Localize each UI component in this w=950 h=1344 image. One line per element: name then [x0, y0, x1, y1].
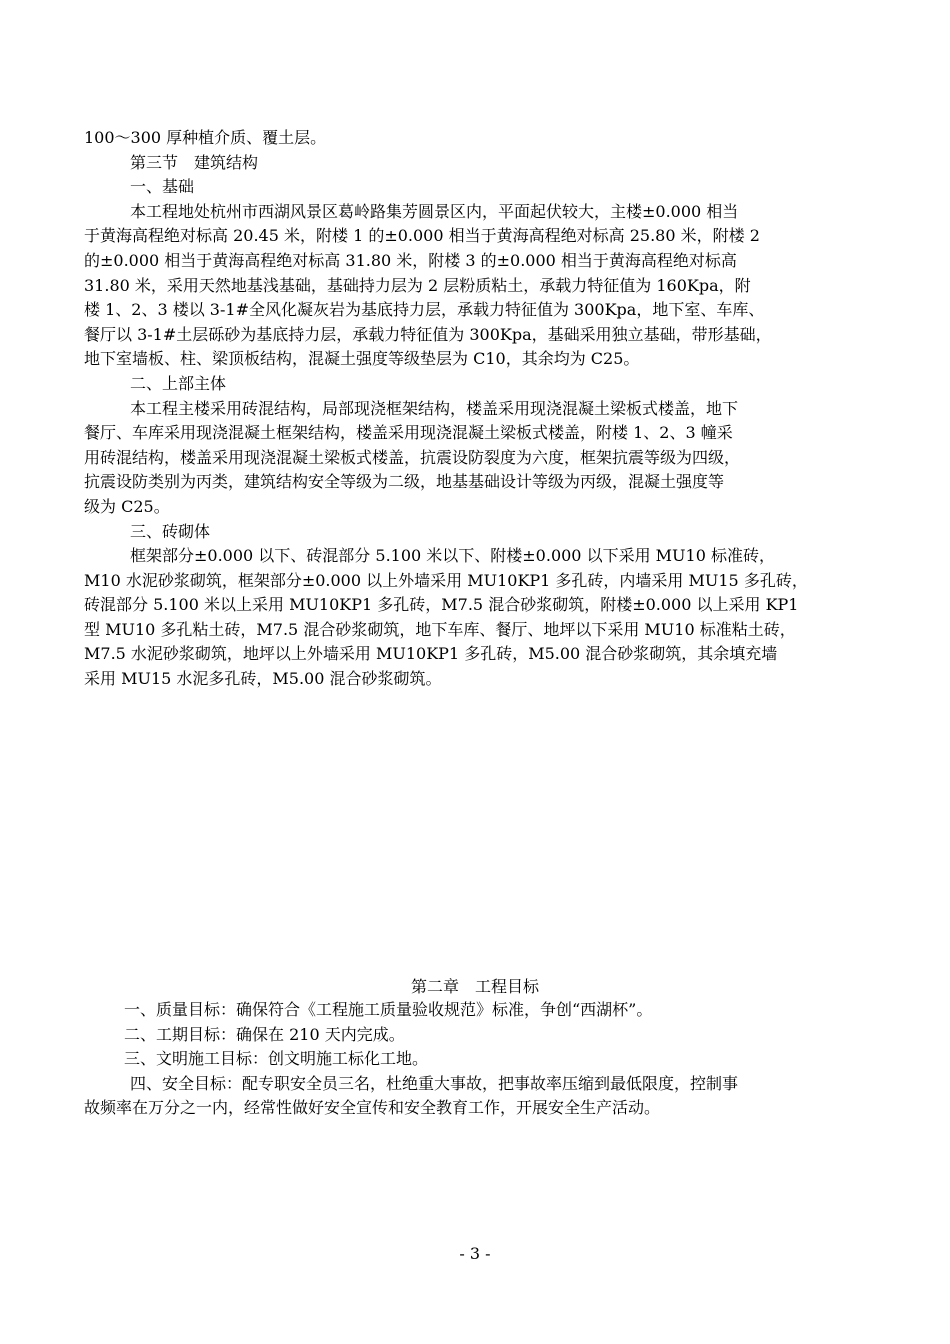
- subsection-heading-masonry: 三、砖砌体: [130, 521, 211, 541]
- paragraph-line: 餐厅、车库采用现浇混凝土框架结构，楼盖采用现浇混凝土梁板式楼盖，附楼 1、2、3 幢采: [84, 423, 733, 443]
- paragraph-line: 砖混部分 5.100 米以上采用 MU10KP1 多孔砖，M7.5 混合砂浆砌筑，附楼±0.000 以上采用 KP1: [84, 595, 799, 615]
- paragraph-line: M7.5 水泥砂浆砌筑，地坪以上外墙采用 MU10KP1 多孔砖，M5.00 混合砂浆砌筑，其余填充墙: [84, 644, 778, 664]
- page-number: - 3 -: [459, 1244, 491, 1263]
- paragraph-line: 地下室墙板、柱、梁顶板结构，混凝土强度等级垫层为 C10，其余均为 C25。: [84, 349, 640, 369]
- subsection-heading-superstructure: 二、上部主体: [130, 373, 227, 393]
- paragraph-line: 餐厅以 3-1#土层砾砂为基底持力层，承载力特征值为 300Kpa，基础采用独立基础，带形基础，: [84, 324, 772, 344]
- subsection-heading-foundation: 一、基础: [130, 177, 195, 197]
- paragraph-line: 框架部分±0.000 以下、砖混部分 5.100 米以下、附楼±0.000 以下采用 MU10 标准砖，: [130, 546, 775, 566]
- goal-safety: 四、安全目标：配专职安全员三名，杜绝重大事故，把事故率压缩到最低限度，控制事: [130, 1073, 739, 1093]
- paragraph-line: 100～300 厚种植介质、覆土层。: [84, 128, 327, 147]
- paragraph-line: 本工程地处杭州市西湖风景区葛岭路集芳圆景区内，平面起伏较大，主楼±0.000 相当: [130, 201, 739, 221]
- paragraph-line: 31.80 米，采用天然地基浅基础，基础持力层为 2 层粉质粘土，承载力特征值为 160Kpa，附: [84, 275, 751, 295]
- paragraph-line: 用砖混结构，楼盖采用现浇混凝土梁板式楼盖，抗震设防裂度为六度，框架抗震等级为四级，: [84, 447, 741, 467]
- paragraph-line: M10 水泥砂浆砌筑，框架部分±0.000 以上外墙采用 MU10KP1 多孔砖，内墙采用 MU15 多孔砖，: [84, 570, 808, 590]
- paragraph-line: 的±0.000 相当于黄海高程绝对标高 31.80 米，附楼 3 的±0.000 相当于黄海高程绝对标高: [84, 250, 737, 270]
- paragraph-line: 抗震设防类别为丙类，建筑结构安全等级为二级，地基基础设计等级为丙级，混凝土强度等: [84, 472, 725, 492]
- goal-schedule: 二、工期目标：确保在 210 天内完成。: [124, 1024, 405, 1044]
- goal-civilized-construction: 三、文明施工目标：创文明施工标化工地。: [124, 1049, 429, 1069]
- paragraph-line: 本工程主楼采用砖混结构，局部现浇框架结构，楼盖采用现浇混凝土梁板式楼盖，地下: [130, 398, 739, 418]
- chapter-title: 第二章 工程目标: [410, 977, 539, 996]
- goal-quality: 一、质量目标：确保符合《工程施工质量验收规范》标准，争创“西湖杯”。: [124, 1000, 653, 1019]
- paragraph-line: 采用 MU15 水泥多孔砖，M5.00 混合砂浆砌筑。: [84, 669, 442, 689]
- paragraph-line: 型 MU10 多孔粘土砖，M7.5 混合砂浆砌筑，地下车库、餐厅、地坪以下采用 MU10 标准粘土砖，: [84, 619, 796, 639]
- paragraph-line: 楼 1、2、3 楼以 3-1#全风化凝灰岩为基底持力层，承载力特征值为 300Kpa，地下室、车库、: [84, 300, 765, 320]
- section-heading: 第三节 建筑结构: [130, 152, 259, 172]
- goal-safety-continued: 故频率在万分之一内，经常性做好安全宣传和安全教育工作，开展安全生产活动。: [84, 1098, 661, 1118]
- section-building-structure: [84, 126, 874, 692]
- paragraph-line: 级为 C25。: [84, 496, 170, 516]
- paragraph-line: 于黄海高程绝对标高 20.45 米，附楼 1 的±0.000 相当于黄海高程绝对标高 25.80 米，附楼 2: [84, 226, 760, 246]
- chapter-goals: [84, 998, 874, 1121]
